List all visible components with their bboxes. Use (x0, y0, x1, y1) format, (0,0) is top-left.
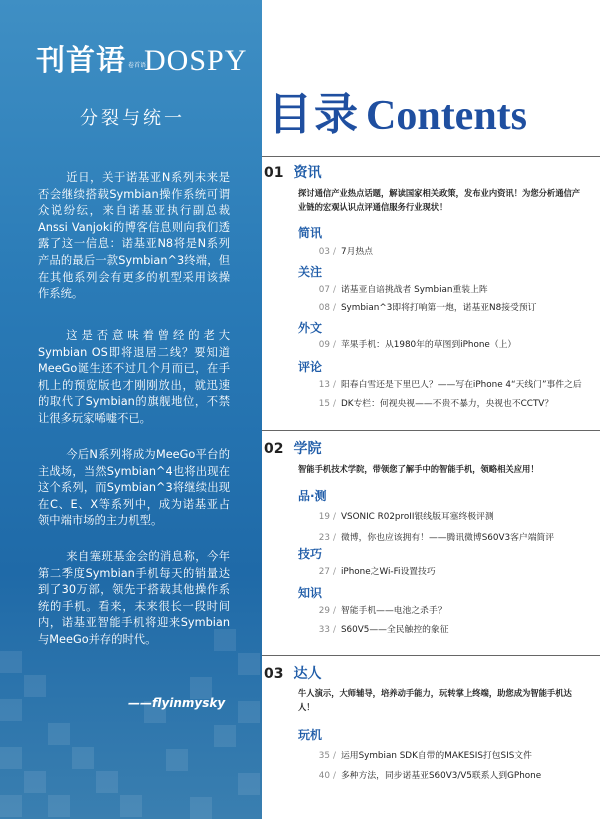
entry-title: S60V5——全民触控的象征 (340, 625, 449, 635)
logo-chinese: 刊首语 (36, 43, 127, 77)
subsection-label: 外文 (298, 321, 323, 335)
page-number: 23 (318, 533, 330, 543)
toc-entry[interactable]: 40 / 多种方法，同步诺基亚S60V3/V5联系人到GPhone (292, 768, 600, 781)
section-03-header (264, 663, 321, 683)
editorial-paragraph-3: 今后N系列将成为MeeGo平台的主战场，当然Symbian^4也将出现在这个系列，而Symbian^3将继续出现在C、E、X等系列中，成为诺基亚占领中端市场的主力机型。 (38, 448, 230, 528)
entry-title: DK专栏：何视央视——不贵不暴力，央视也不CCTV？ (340, 399, 554, 409)
subsection-label: 关注 (298, 265, 323, 279)
editorial-paragraph-1: 近日，关于诺基亚N系列未来是否会继续搭载Symbian操作系统可谓众说纷纭，来自诺基亚执行副总裁Anssi Vanjoki的博客信息则向我们透露了这一信息：诺基亚N8将是N系列产品的最后一款Symbian^3终端，但在其他系列会有更多的机型采用该操作系统。 (38, 171, 230, 301)
page-number: 13 (318, 380, 330, 390)
toc-entry[interactable]: 07 / 诺基亚自谙挑战者 Symbian重装上阵 (292, 282, 600, 295)
section-name: 学院 (293, 441, 322, 457)
magazine-logo (36, 38, 247, 79)
section-divider (262, 430, 600, 431)
section-description: 牛人演示，大师辅导，培养动手能力，玩转掌上终端，助您成为智能手机达人！ (298, 688, 572, 712)
entry-title: Symbian^3即将打响第一炮，诺基亚N8接受预订 (340, 303, 537, 313)
subsection-label: 简讯 (298, 226, 323, 240)
entry-title: iPhone之Wi-Fi设置技巧 (340, 567, 436, 577)
section-number: 02 (264, 441, 284, 457)
toc-entry[interactable]: 13 / 阳春白雪还是下里巴人？——写在iPhone 4“天线门”事件之后 (292, 377, 600, 390)
page-number: 40 (318, 771, 330, 781)
editorial-panel (0, 0, 262, 819)
subsection-label: 品·测 (298, 489, 327, 503)
section-description: 探讨通信产业热点话题，解读国家相关政策，发布业内资讯！为您分析通信产业链的宏观认识点评通信服务行业现状！ (298, 188, 581, 212)
toc-title-english: Contents (366, 93, 528, 139)
entry-title: 诺基亚自谙挑战者 Symbian重装上阵 (340, 285, 488, 295)
editorial-subtitle: 分裂与统一 (80, 108, 185, 129)
editorial-paragraph-4: 来自塞班基金会的消息称，今年第二季度Symbian手机每天的销量达到了30万部，领先于搭载其他操作系统的手机。看来，未来很长一段时间内，诺基亚智能手机将迎来Symbian与MeeGo并存的时代。 (38, 550, 230, 646)
section-02-header (264, 438, 321, 458)
toc-entry[interactable]: 09 / 苹果手机：从1980年的草图到iPhone（上） (292, 337, 600, 350)
logo-small-text: 卷首语 (128, 62, 147, 69)
subsection-label: 知识 (298, 586, 323, 600)
page-number: 29 (318, 606, 330, 616)
entry-title: 阳春白雪还是下里巴人？——写在iPhone 4“天线门”事件之后 (340, 380, 582, 390)
page-number: 27 (318, 567, 330, 577)
entry-title: 微博，你也应该拥有！——腾讯微博S60V3客户端简评 (340, 533, 555, 543)
entry-title: 智能手机——电池之杀手？ (340, 606, 447, 616)
entry-title: 7月热点 (340, 247, 373, 257)
section-number: 01 (264, 165, 284, 181)
section-description: 智能手机技术学院，带领您了解手中的智能手机，领略相关应用！ (298, 464, 539, 474)
page-number: 08 (318, 303, 330, 313)
toc-entry[interactable]: 29 / 智能手机——电池之杀手？ (292, 603, 600, 616)
toc-entry[interactable]: 08 / Symbian^3即将打响第一炮，诺基亚N8接受预订 (292, 300, 600, 313)
page-number: 07 (318, 285, 330, 295)
page-number: 19 (318, 512, 330, 522)
editorial-paragraph-2: 这是否意味着曾经的老大Symbian OS即将退居二线？要知道MeeGo诞生还不过几个月而已，在手机上的预览版也才刚刚放出，就迅速的取代了Symbian的旗舰地位，不禁让很多玩家唏嘘不已。 (38, 329, 230, 425)
entry-title: 多种方法，同步诺基亚S60V3/V5联系人到GPhone (340, 771, 542, 781)
subsection-label: 技巧 (298, 547, 323, 561)
entry-title: VSONIC R02proII银线版耳塞终极评测 (340, 512, 494, 522)
section-name: 达人 (293, 666, 322, 682)
toc-entry[interactable]: 15 / DK专栏：何视央视——不贵不暴力，央视也不CCTV？ (292, 396, 600, 409)
section-divider (262, 655, 600, 656)
toc-entry[interactable]: 35 / 运用Symbian SDK自带的MAKESIS打包SIS文件 (292, 748, 600, 761)
toc-title (268, 78, 527, 142)
section-divider (262, 156, 600, 157)
page-number: 09 (318, 340, 330, 350)
toc-title-chinese: 目录 (268, 89, 360, 140)
section-number: 03 (264, 666, 284, 682)
page-number: 33 (318, 625, 330, 635)
subsection-label: 玩机 (298, 728, 323, 742)
editorial-signature: ——flyinmysky (128, 696, 226, 710)
toc-entry[interactable]: 27 / iPhone之Wi-Fi设置技巧 (292, 564, 600, 577)
page-number: 15 (318, 399, 330, 409)
page-number: 03 (318, 247, 330, 257)
toc-entry[interactable]: 03 / 7月热点 (292, 244, 600, 257)
logo-dospy: DOSPY (144, 44, 248, 77)
entry-title: 运用Symbian SDK自带的MAKESIS打包SIS文件 (340, 751, 532, 761)
table-of-contents (262, 0, 600, 819)
toc-entry[interactable]: 23 / 微博，你也应该拥有！——腾讯微博S60V3客户端简评 (292, 530, 600, 543)
toc-entry[interactable]: 33 / S60V5——全民触控的象征 (292, 622, 600, 635)
page-number: 35 (318, 751, 330, 761)
section-name: 资讯 (293, 165, 322, 181)
subsection-label: 评论 (298, 360, 323, 374)
toc-entry[interactable]: 19 / VSONIC R02proII银线版耳塞终极评测 (292, 509, 600, 522)
section-01-header (264, 162, 321, 182)
entry-title: 苹果手机：从1980年的草图到iPhone（上） (340, 340, 517, 350)
